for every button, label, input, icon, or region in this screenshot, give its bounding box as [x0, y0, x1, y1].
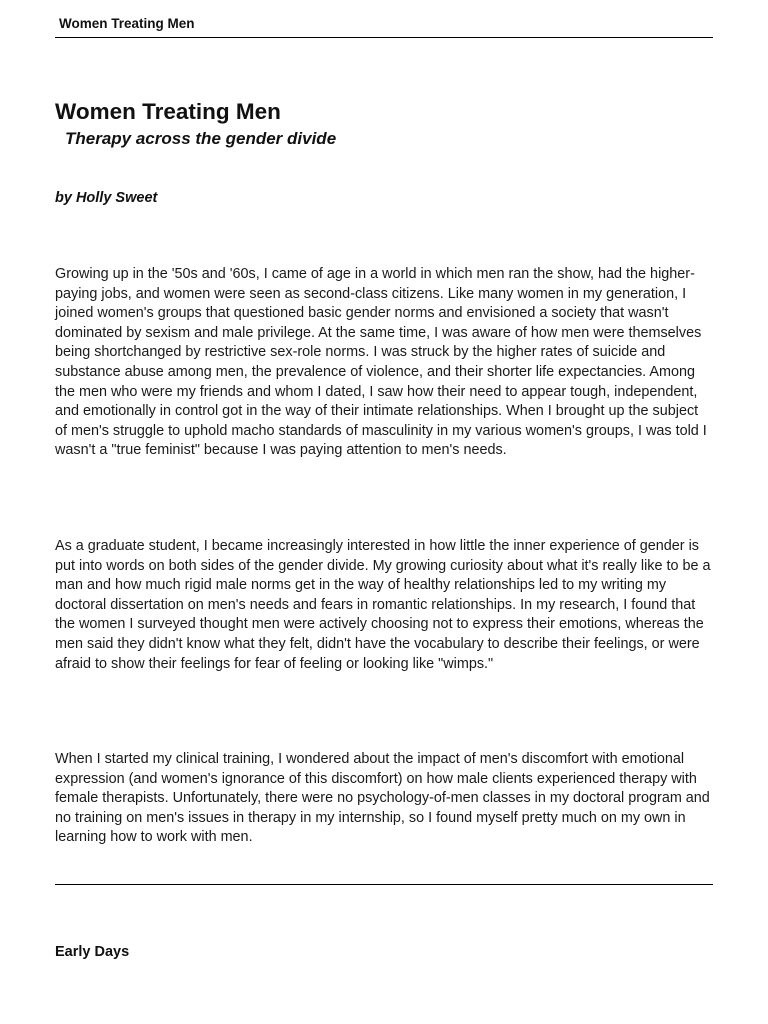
section-heading: Early Days	[55, 944, 130, 960]
author-byline: by Holly Sweet	[55, 190, 158, 206]
body-paragraph: As a graduate student, I became increasingly interested in how little the inner experience of gender is put into words on both sides of the gender divide. My growing curiosity about what it's really like to be a man and how much rigid male norms get in the way of healthy relationships led to my writing my doctoral dissertation on men's needs and fears in romantic relationships. In my research, I found that the women I surveyed thought men were actively choosing not to express their emotions, whereas the men said they didn't know what they felt, didn't have the vocabulary to describe their feelings, or were afraid to show their feelings for fear of feeling or looking like "wimps."	[55, 538, 711, 672]
article-subtitle: Therapy across the gender divide	[65, 129, 337, 148]
body-paragraph: Growing up in the '50s and '60s, I came of age in a world in which men ran the show, had the higher-paying jobs, and women were seen as second-class citizens. Like many women in my generation, I joined women's groups that questioned basic gender norms and envisioned a society that wasn't dominated by sexism and male privilege. At the same time, I was aware of how men were themselves being shortchanged by restrictive sex-role norms. I was struck by the higher rates of suicide and substance abuse among men, the prevalence of violence, and their shorter life expectancies. Among the men who were my friends and whom I dated, I saw how their need to appear tough, independent, and emotionally in control got in the way of their intimate relationships. When I brought up the subject of men's struggle to uphold macho standards of masculinity in my various women's groups, I was told I wasn't a "true feminist" because I was paying attention to men's needs.	[55, 266, 707, 459]
section-divider	[55, 884, 713, 885]
running-header: Women Treating Men	[59, 16, 195, 31]
header-divider	[55, 37, 713, 38]
body-paragraph: When I started my clinical training, I wondered about the impact of men's discomfort with emotional expression (and women's ignorance of this discomfort) on how male clients experienced therapy with female therapists. Unfortunately, there were no psychology-of-men classes in my doctoral program and no training on men's issues in therapy in my internship, so I found myself pretty much on my own in learning how to work with men.	[55, 751, 710, 846]
article-title: Women Treating Men	[55, 99, 281, 124]
